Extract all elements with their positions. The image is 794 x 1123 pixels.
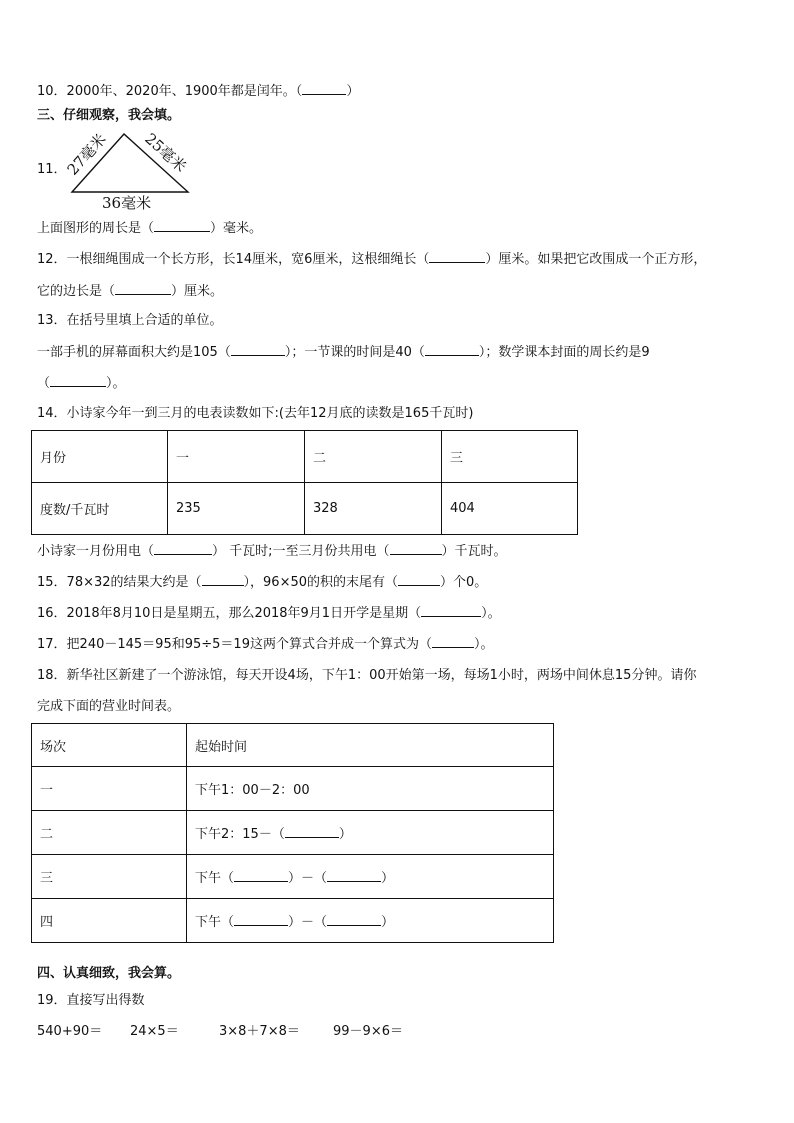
table-cell: 二	[305, 431, 442, 483]
section-title: 三、仔细观察，我会填。	[37, 108, 181, 123]
electricity-table	[31, 430, 578, 535]
table-header-cell: 起始时间	[187, 724, 554, 767]
question-11-line: 上面图形的周长是（ ）毫米。	[37, 221, 263, 236]
answer-blank[interactable]	[202, 573, 244, 586]
table-cell: 四	[32, 899, 187, 943]
triangle-figure	[64, 130, 194, 210]
answer-blank[interactable]	[327, 913, 381, 926]
table-cell: 下午1：00－2：00	[187, 767, 554, 811]
section-title: 四、认真细致，我会算。	[37, 966, 181, 981]
answer-blank[interactable]	[115, 282, 171, 295]
table-row	[32, 431, 578, 483]
question-13-line2: （ ）。	[37, 376, 126, 391]
triangle-side-bottom-label: 36毫米	[102, 194, 152, 210]
calc-item: 99－9×6＝	[333, 1024, 403, 1039]
question-12-line1: 12．一根细绳围成一个长方形，长14厘米，宽6厘米，这根细绳长（ ）厘米。如果把它改围成一个正方形，	[37, 252, 707, 267]
triangle-side-right-label: 25毫米	[141, 130, 190, 176]
table-header-cell: 场次	[32, 724, 187, 767]
table-row	[32, 855, 554, 899]
question-number: 17．	[37, 637, 67, 652]
answer-blank[interactable]	[432, 635, 474, 648]
table-cell: 404	[442, 483, 578, 535]
calc-item: 24×5＝	[130, 1024, 179, 1039]
table-cell: 235	[168, 483, 305, 535]
question-number: 12．	[37, 252, 67, 267]
answer-blank[interactable]	[302, 82, 346, 95]
question-16: 16．2018年8月10日是星期五，那么2018年9月1日开学是星期（ ）。	[37, 606, 501, 621]
answer-blank[interactable]	[231, 343, 285, 356]
question-17: 17．把240－145＝95和95÷5＝19这两个算式合并成一个算式为（ ）。	[37, 637, 494, 652]
answer-blank[interactable]	[234, 869, 288, 882]
table-cell: 度数/千瓦时	[32, 483, 168, 535]
table-cell: 下午2：15－（ ）	[187, 811, 554, 855]
question-number: 18．	[37, 668, 67, 683]
question-19-intro: 19．直接写出得数	[37, 993, 145, 1008]
question-18-line2: 完成下面的营业时间表。	[37, 699, 181, 714]
table-cell: 三	[442, 431, 578, 483]
answer-blank[interactable]	[327, 869, 381, 882]
answer-blank[interactable]	[398, 573, 440, 586]
table-cell: 一	[32, 767, 187, 811]
table-cell: 月份	[32, 431, 168, 483]
question-15: 15．78×32的结果大约是（ ），96×50的积的末尾有（ ）个0。	[37, 575, 488, 590]
answer-blank[interactable]	[50, 374, 106, 387]
calc-item: 3×8＋7×8＝	[219, 1024, 300, 1039]
question-number: 13．	[37, 313, 67, 328]
schedule-table	[31, 723, 554, 943]
table-row	[32, 767, 554, 811]
question-text: 2000年、2020年、1900年都是闰年。（	[66, 84, 303, 99]
question-13-intro: 13．在括号里填上合适的单位。	[37, 313, 223, 328]
question-14-intro: 14．小诗家今年一到三月的电表读数如下:(去年12月底的读数是165千瓦时)	[37, 406, 474, 421]
question-number: 11．	[37, 162, 67, 177]
answer-blank[interactable]	[429, 250, 485, 263]
table-row	[32, 899, 554, 943]
table-cell: 二	[32, 811, 187, 855]
table-cell: 下午（ ）－（ ）	[187, 899, 554, 943]
answer-blank[interactable]	[154, 219, 210, 232]
answer-blank[interactable]	[421, 604, 481, 617]
answer-blank[interactable]	[390, 542, 442, 555]
triangle-side-left-label: 27毫米	[64, 130, 110, 179]
question-number: 10．	[37, 84, 67, 99]
question-18-line1: 18．新华社区新建了一个游泳馆，每天开设4场，下午1：00开始第一场，每场1小时，两场中间休息15分钟。请你	[37, 668, 697, 683]
table-row	[32, 483, 578, 535]
table-row	[32, 811, 554, 855]
answer-blank[interactable]	[425, 343, 479, 356]
answer-blank[interactable]	[285, 825, 339, 838]
table-row	[32, 724, 554, 767]
question-number: 16．	[37, 606, 67, 621]
question-number: 15．	[37, 575, 67, 590]
question-12-line2: 它的边长是（ ）厘米。	[37, 284, 224, 299]
calc-item: 540+90＝	[37, 1024, 103, 1039]
question-14-answer-line: 小诗家一月份用电（ ） 千瓦时;一至三月份共用电（ ）千瓦时。	[37, 544, 507, 559]
table-cell: 一	[168, 431, 305, 483]
question-13-line1: 一部手机的屏幕面积大约是105（ ）；一节课的时间是40（ ）；数学课本封面的周长约是9	[37, 345, 650, 360]
question-number: 19．	[37, 993, 67, 1008]
table-cell: 三	[32, 855, 187, 899]
table-cell: 328	[305, 483, 442, 535]
answer-blank[interactable]	[234, 913, 288, 926]
question-10: 10．2000年、2020年、1900年都是闰年。（ ）	[37, 84, 360, 99]
table-cell: 下午（ ）－（ ）	[187, 855, 554, 899]
question-number: 14．	[37, 406, 67, 421]
answer-blank[interactable]	[154, 542, 212, 555]
